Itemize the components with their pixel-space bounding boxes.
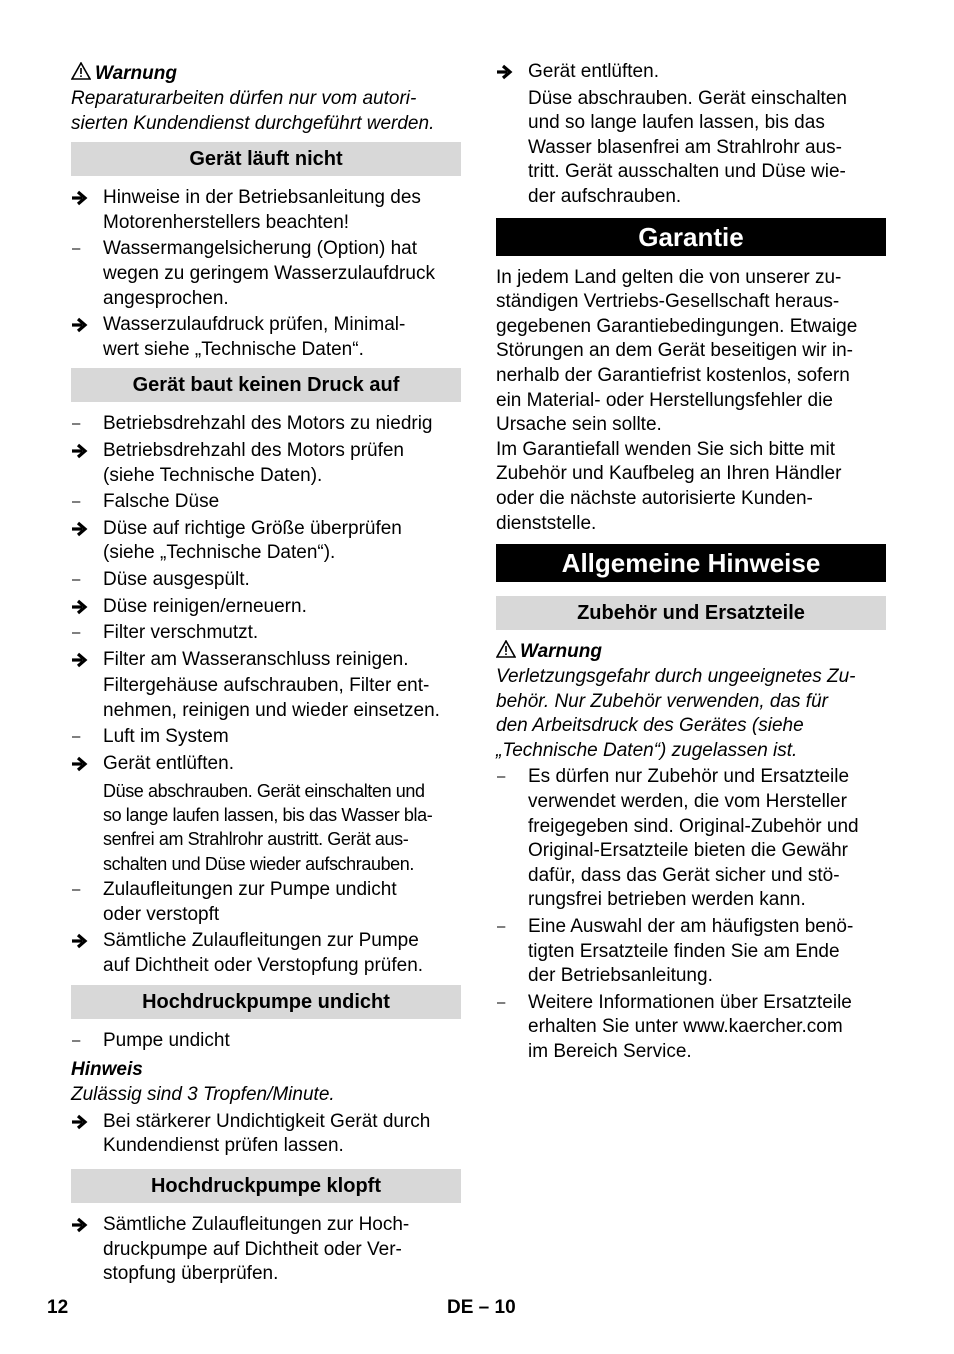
dash-bullet-icon: – — [72, 881, 81, 899]
sub-paragraph — [496, 87, 886, 210]
cause-item — [71, 412, 461, 437]
text-line: Betriebsdrehzahl des Motors prüfen — [103, 439, 404, 461]
text-line: Filtergehäuse aufschrauben, Filter ent- — [103, 675, 430, 697]
text-line: stopfung überprüfen. — [103, 1263, 279, 1285]
text-line: Eine Auswahl der am häufigsten benö- — [528, 916, 854, 938]
item-list — [71, 878, 461, 978]
text-line: so lange laufen lassen, bis das Wasser bla- — [103, 805, 433, 826]
arrow-right-icon — [71, 648, 95, 668]
text-line: Luft im System — [103, 726, 229, 748]
warning-text — [71, 87, 461, 136]
text-line: Bei stärkerer Undichtigkeit Gerät durch — [103, 1110, 431, 1132]
text-line: Düse auf richtige Größe überprüfen — [103, 517, 402, 539]
text-line: Gerät entlüften. — [103, 753, 234, 775]
text-line: nehmen, reinigen und wieder einsetzen. — [103, 699, 440, 721]
text-line: (siehe „Technische Daten“). — [103, 542, 336, 564]
text-line: Pumpe undicht — [103, 1029, 230, 1051]
text-line: Filter am Wasseranschluss reinigen. — [103, 648, 409, 670]
action-item — [71, 517, 461, 566]
arrow-right-icon — [71, 517, 95, 537]
text-line: verwendet werden, die vom Hersteller — [528, 791, 847, 813]
cause-item — [71, 490, 461, 515]
arrow-right-icon — [71, 752, 95, 772]
cause-item — [71, 237, 461, 311]
text-line: Es dürfen nur Zubehör und Ersatzteile — [528, 766, 850, 788]
cause-item — [71, 1029, 461, 1054]
text-line: Wasserzulaufdruck prüfen, Minimal- — [103, 314, 406, 336]
text-line: und so lange laufen lassen, bis das — [528, 112, 825, 134]
text-line: Hinweise in der Betriebsanleitung des — [103, 187, 421, 209]
text-line: ständigen Vertriebs-Gesellschaft heraus- — [496, 291, 840, 313]
dash-bullet-icon: – — [72, 240, 81, 258]
arrow-right-icon — [496, 60, 520, 80]
item-list — [71, 412, 461, 672]
text-line: nerhalb der Garantiefrist kostenlos, sofern — [496, 364, 850, 386]
dash-bullet-icon: – — [497, 768, 506, 786]
text-line: druckpumpe auf Dichtheit oder Ver- — [103, 1238, 402, 1260]
section-heading: Hochdruckpumpe klopft — [71, 1169, 461, 1203]
text-line: der Betriebsanleitung. — [528, 965, 713, 987]
text-line: Im Garantiefall wenden Sie sich bitte mit — [496, 438, 835, 460]
text-line: Düse abschrauben. Gerät einschalten — [528, 87, 847, 109]
text-line: wert siehe „Technische Daten“. — [103, 338, 364, 360]
dash-bullet-icon: – — [72, 728, 81, 746]
warning-title: Warnung — [496, 640, 886, 665]
action-item — [71, 1110, 461, 1159]
text-line: behör. Nur Zubehör verwenden, das für — [496, 690, 828, 712]
text-line: sierten Kundendienst durchgeführt werden. — [71, 112, 435, 134]
text-line: (siehe Technische Daten). — [103, 464, 323, 486]
arrow-right-icon — [71, 1110, 95, 1130]
text-line: Düse reinigen/erneuern. — [103, 595, 307, 617]
text-line: im Bereich Service. — [528, 1041, 692, 1062]
action-item — [71, 595, 461, 620]
action-item — [71, 929, 461, 978]
item-list — [71, 186, 461, 362]
text-line: erhalten Sie unter www.kaercher.com — [528, 1016, 843, 1038]
cause-item — [71, 878, 461, 927]
section-heading: Gerät baut keinen Druck auf — [71, 368, 461, 402]
chapter-heading-allgemeine-hinweise: Allgemeine Hinweise — [496, 544, 886, 582]
dash-bullet-icon: – — [497, 918, 506, 936]
text-line: Reparaturarbeiten dürfen nur vom autori- — [71, 88, 417, 109]
text-line: oder die nächste autorisierte Kunden- — [496, 487, 813, 509]
dash-bullet-icon: – — [72, 1031, 81, 1049]
paragraph — [496, 266, 886, 438]
text-line: Ursache sein sollte. — [496, 414, 662, 436]
text-line: Kundendienst prüfen lassen. — [103, 1135, 344, 1157]
right-column — [496, 58, 886, 1067]
cause-item — [496, 765, 886, 913]
paragraph — [496, 438, 886, 536]
arrow-right-icon — [71, 313, 95, 333]
text-line: auf Dichtheit oder Verstopfung prüfen. — [103, 955, 424, 977]
action-item — [71, 648, 461, 673]
arrow-right-icon — [71, 1213, 95, 1233]
text-line: senfrei am Strahlrohr austritt. Gerät aus- — [103, 829, 409, 850]
warning-title: Warnung — [71, 62, 461, 87]
page-number: 12 — [47, 1297, 69, 1318]
text-line: Original-Ersatzteile bieten die Gewähr — [528, 840, 848, 862]
text-line: Motorenherstellers beachten! — [103, 211, 350, 233]
left-column — [71, 58, 461, 1289]
item-list — [71, 1110, 461, 1159]
text-line: Zubehör und Kaufbeleg an Ihren Händler — [496, 463, 842, 485]
warning-triangle-icon — [71, 62, 95, 87]
cause-item — [71, 725, 461, 750]
arrow-right-icon — [71, 929, 95, 949]
text-line: Falsche Düse — [103, 491, 220, 513]
text-line: Filter verschmutzt. — [103, 622, 259, 644]
text-line: gegebenen Garantiebedingungen. Etwaige — [496, 315, 858, 337]
chapter-heading-garantie: Garantie — [496, 218, 886, 256]
hint-text: Zulässig sind 3 Tropfen/Minute. — [71, 1084, 335, 1106]
cause-item — [496, 991, 886, 1065]
section-heading: Gerät läuft nicht — [71, 142, 461, 176]
text-line: Zulaufleitungen zur Pumpe undicht — [103, 879, 397, 901]
sub-paragraph — [71, 674, 461, 723]
text-line: tigten Ersatzteile finden Sie am Ende — [528, 940, 840, 962]
language-page-label: DE – 10 — [447, 1297, 516, 1318]
text-line: Gerät entlüften. — [528, 61, 659, 82]
item-list — [71, 725, 461, 776]
action-item — [71, 752, 461, 777]
arrow-right-icon — [71, 595, 95, 615]
text-line: Verletzungsgefahr durch ungeeignetes Zu- — [496, 666, 856, 688]
dash-bullet-icon: – — [72, 493, 81, 511]
dash-bullet-icon: – — [72, 624, 81, 642]
text-line: ein Material- oder Herstellungsfehler die — [496, 389, 833, 411]
item-list — [496, 60, 886, 85]
text-line: der aufschrauben. — [528, 185, 682, 207]
text-line: dienststelle. — [496, 512, 597, 534]
section-heading: Hochdruckpumpe undicht — [71, 985, 461, 1019]
text-line: Wassermangelsicherung (Option) hat — [103, 238, 417, 260]
text-line: „Technische Daten“) zugelassen ist. — [496, 739, 798, 761]
dash-bullet-icon: – — [497, 993, 506, 1011]
text-line: Wasser blasenfrei am Strahlrohr aus- — [528, 136, 842, 158]
text-line: tritt. Gerät ausschalten und Düse wie- — [528, 161, 846, 183]
text-line: angesprochen. — [103, 287, 229, 309]
action-item — [496, 60, 886, 85]
action-item — [71, 186, 461, 235]
text-line: schalten und Düse wieder aufschrauben. — [103, 853, 415, 874]
item-list — [71, 1029, 461, 1054]
text-line: Düse ausgespült. — [103, 568, 250, 590]
cause-item — [71, 621, 461, 646]
arrow-right-icon — [71, 186, 95, 206]
text-line: den Arbeitsdruck des Gerätes (siehe — [496, 715, 804, 737]
action-item — [71, 439, 461, 488]
warning-text — [496, 665, 886, 763]
sub-paragraph — [71, 779, 461, 877]
text-line: wegen zu geringem Wasserzulaufdruck — [103, 262, 435, 284]
dash-bullet-icon: – — [72, 415, 81, 433]
cause-item — [496, 915, 886, 989]
cause-item — [71, 568, 461, 593]
text-line: rungsfrei betrieben werden kann. — [528, 889, 806, 911]
text-line: dafür, dass das Gerät sicher und stö- — [528, 864, 840, 886]
item-list — [496, 765, 886, 1064]
action-item — [71, 1213, 461, 1287]
text-line: Sämtliche Zulaufleitungen zur Pumpe — [103, 930, 419, 952]
dash-bullet-icon: – — [72, 570, 81, 588]
text-line: Sämtliche Zulaufleitungen zur Hoch- — [103, 1214, 410, 1236]
text-line: Störungen an dem Gerät beseitigen wir in- — [496, 340, 853, 362]
text-line: Düse abschrauben. Gerät einschalten und — [103, 780, 425, 801]
hint-title: Hinweis — [71, 1059, 143, 1081]
warning-triangle-icon — [496, 640, 520, 665]
section-heading: Zubehör und Ersatzteile — [496, 596, 886, 630]
text-line: oder verstopft — [103, 903, 220, 925]
action-item — [71, 313, 461, 362]
text-line: Weitere Informationen über Ersatzteile — [528, 991, 852, 1013]
text-line: freigegeben sind. Original-Zubehör und — [528, 815, 859, 837]
text-line: Betriebsdrehzahl des Motors zu niedrig — [103, 413, 433, 435]
text-line: In jedem Land gelten die von unserer zu- — [496, 266, 842, 288]
arrow-right-icon — [71, 439, 95, 459]
item-list — [71, 1213, 461, 1287]
